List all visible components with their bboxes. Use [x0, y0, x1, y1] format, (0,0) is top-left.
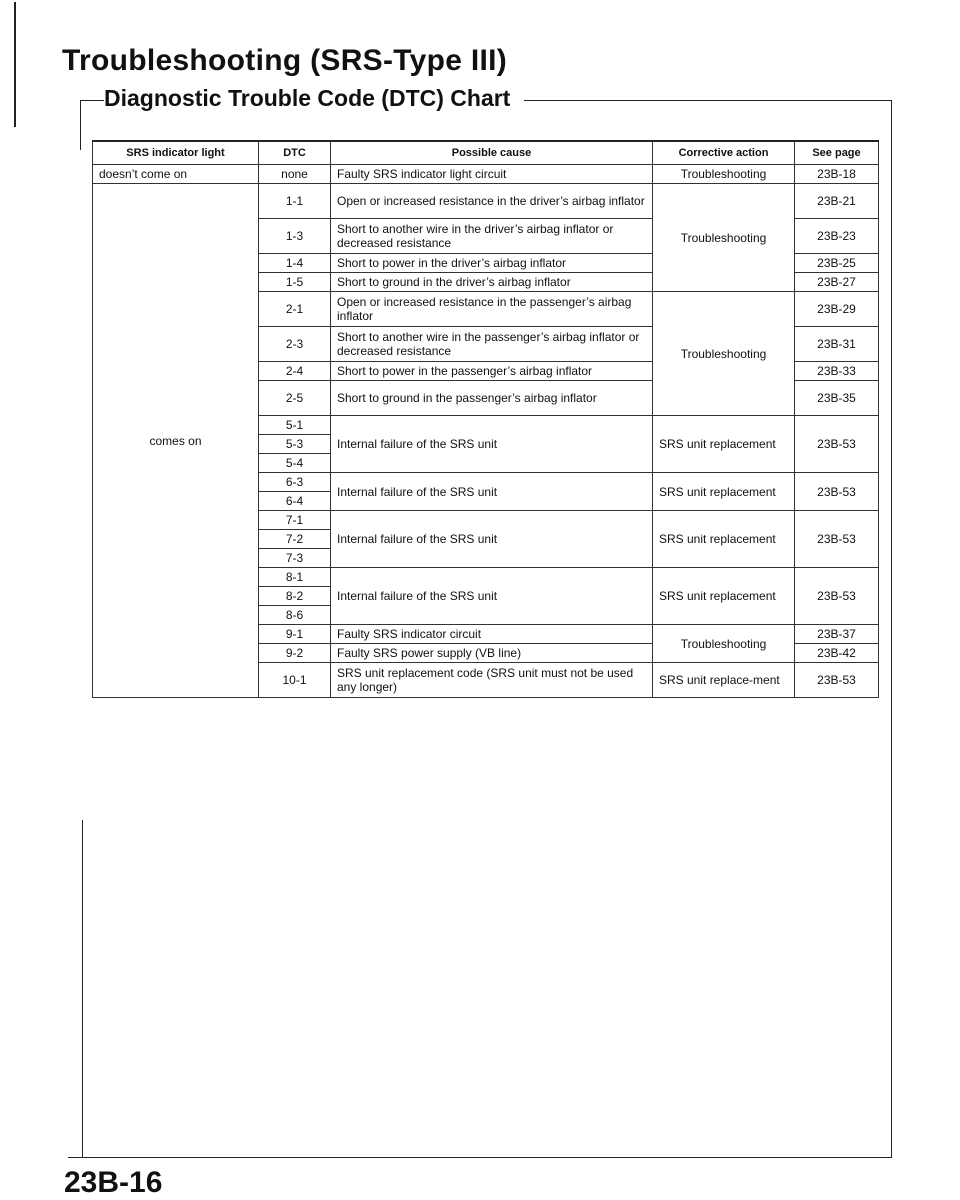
cause-cell: Short to power in the driver’s airbag inflator	[331, 254, 653, 273]
dtc-cell: 5-4	[259, 454, 331, 473]
cause-cell: Internal failure of the SRS unit	[331, 568, 653, 625]
page-ref-cell: 23B-37	[795, 625, 879, 644]
page-ref-cell: 23B-29	[795, 292, 879, 327]
dtc-cell: 5-1	[259, 416, 331, 435]
page-ref-cell: 23B-31	[795, 327, 879, 362]
dtc-cell: none	[259, 165, 331, 184]
header-see-page: See page	[795, 141, 879, 165]
action-cell: Troubleshooting	[653, 292, 795, 416]
indicator-light-cell: doesn’t come on	[93, 165, 259, 184]
frame-left-lower-rule	[82, 820, 83, 1158]
page-ref-cell: 23B-53	[795, 511, 879, 568]
cause-cell: Faulty SRS indicator circuit	[331, 625, 653, 644]
action-cell: SRS unit replacement	[653, 473, 795, 511]
dtc-chart-table	[92, 140, 879, 698]
page-ref-cell: 23B-53	[795, 473, 879, 511]
dtc-cell: 2-5	[259, 381, 331, 416]
action-cell: SRS unit replacement	[653, 511, 795, 568]
page-ref-cell: 23B-21	[795, 184, 879, 219]
dtc-cell: 7-3	[259, 549, 331, 568]
indicator-light-cell: comes on	[93, 184, 259, 698]
dtc-cell: 2-1	[259, 292, 331, 327]
header-srs-indicator-light: SRS indicator light	[93, 141, 259, 165]
frame-bottom-rule	[68, 1157, 892, 1158]
page-ref-cell: 23B-35	[795, 381, 879, 416]
cause-cell: Short to power in the passenger’s airbag inflator	[331, 362, 653, 381]
table-header-row	[93, 141, 879, 165]
table-row	[93, 165, 879, 184]
dtc-cell: 1-5	[259, 273, 331, 292]
page-ref-cell: 23B-27	[795, 273, 879, 292]
dtc-cell: 8-1	[259, 568, 331, 587]
dtc-cell: 7-1	[259, 511, 331, 530]
action-cell: Troubleshooting	[653, 165, 795, 184]
page-ref-cell: 23B-25	[795, 254, 879, 273]
dtc-cell: 7-2	[259, 530, 331, 549]
cause-cell: Short to ground in the passenger’s airbag inflator	[331, 381, 653, 416]
dtc-cell: 2-3	[259, 327, 331, 362]
page-ref-cell: 23B-53	[795, 663, 879, 698]
section-subtitle: Diagnostic Trouble Code (DTC) Chart	[104, 85, 524, 112]
cause-cell: Open or increased resistance in the passenger’s airbag inflator	[331, 292, 653, 327]
frame-left-rule	[80, 100, 81, 150]
cause-cell: Internal failure of the SRS unit	[331, 473, 653, 511]
dtc-cell: 5-3	[259, 435, 331, 454]
cause-cell: Faulty SRS indicator light circuit	[331, 165, 653, 184]
page-ref-cell: 23B-53	[795, 416, 879, 473]
cause-cell: Open or increased resistance in the driver’s airbag inflator	[331, 184, 653, 219]
header-possible-cause: Possible cause	[331, 141, 653, 165]
dtc-cell: 8-2	[259, 587, 331, 606]
cause-cell: SRS unit replacement code (SRS unit must not be used any longer)	[331, 663, 653, 698]
cause-cell: Faulty SRS power supply (VB line)	[331, 644, 653, 663]
dtc-cell: 10-1	[259, 663, 331, 698]
dtc-cell: 6-3	[259, 473, 331, 492]
cause-cell: Internal failure of the SRS unit	[331, 511, 653, 568]
dtc-cell: 8-6	[259, 606, 331, 625]
table-row	[93, 184, 879, 219]
cause-cell: Short to another wire in the driver’s airbag inflator or decreased resistance	[331, 219, 653, 254]
action-cell: SRS unit replacement	[653, 416, 795, 473]
page-title: Troubleshooting (SRS-Type III)	[62, 44, 508, 77]
page-ref-cell: 23B-23	[795, 219, 879, 254]
page-ref-cell: 23B-42	[795, 644, 879, 663]
dtc-cell: 6-4	[259, 492, 331, 511]
header-dtc: DTC	[259, 141, 331, 165]
action-cell: Troubleshooting	[653, 184, 795, 292]
page-ref-cell: 23B-33	[795, 362, 879, 381]
dtc-cell: 1-1	[259, 184, 331, 219]
page-number: 23B-16	[64, 1166, 163, 1199]
header-corrective-action: Corrective action	[653, 141, 795, 165]
dtc-cell: 1-3	[259, 219, 331, 254]
action-cell: SRS unit replacement	[653, 568, 795, 625]
cause-cell: Internal failure of the SRS unit	[331, 416, 653, 473]
action-cell: Troubleshooting	[653, 625, 795, 663]
dtc-cell: 9-1	[259, 625, 331, 644]
cause-cell: Short to another wire in the passenger’s airbag inflator or decreased resistance	[331, 327, 653, 362]
binding-margin-line	[14, 2, 16, 127]
cause-cell: Short to ground in the driver’s airbag inflator	[331, 273, 653, 292]
action-cell: SRS unit replace-ment	[653, 663, 795, 698]
dtc-cell: 1-4	[259, 254, 331, 273]
dtc-cell: 2-4	[259, 362, 331, 381]
dtc-cell: 9-2	[259, 644, 331, 663]
frame-right-rule	[891, 100, 892, 1158]
page-ref-cell: 23B-53	[795, 568, 879, 625]
page-ref-cell: 23B-18	[795, 165, 879, 184]
